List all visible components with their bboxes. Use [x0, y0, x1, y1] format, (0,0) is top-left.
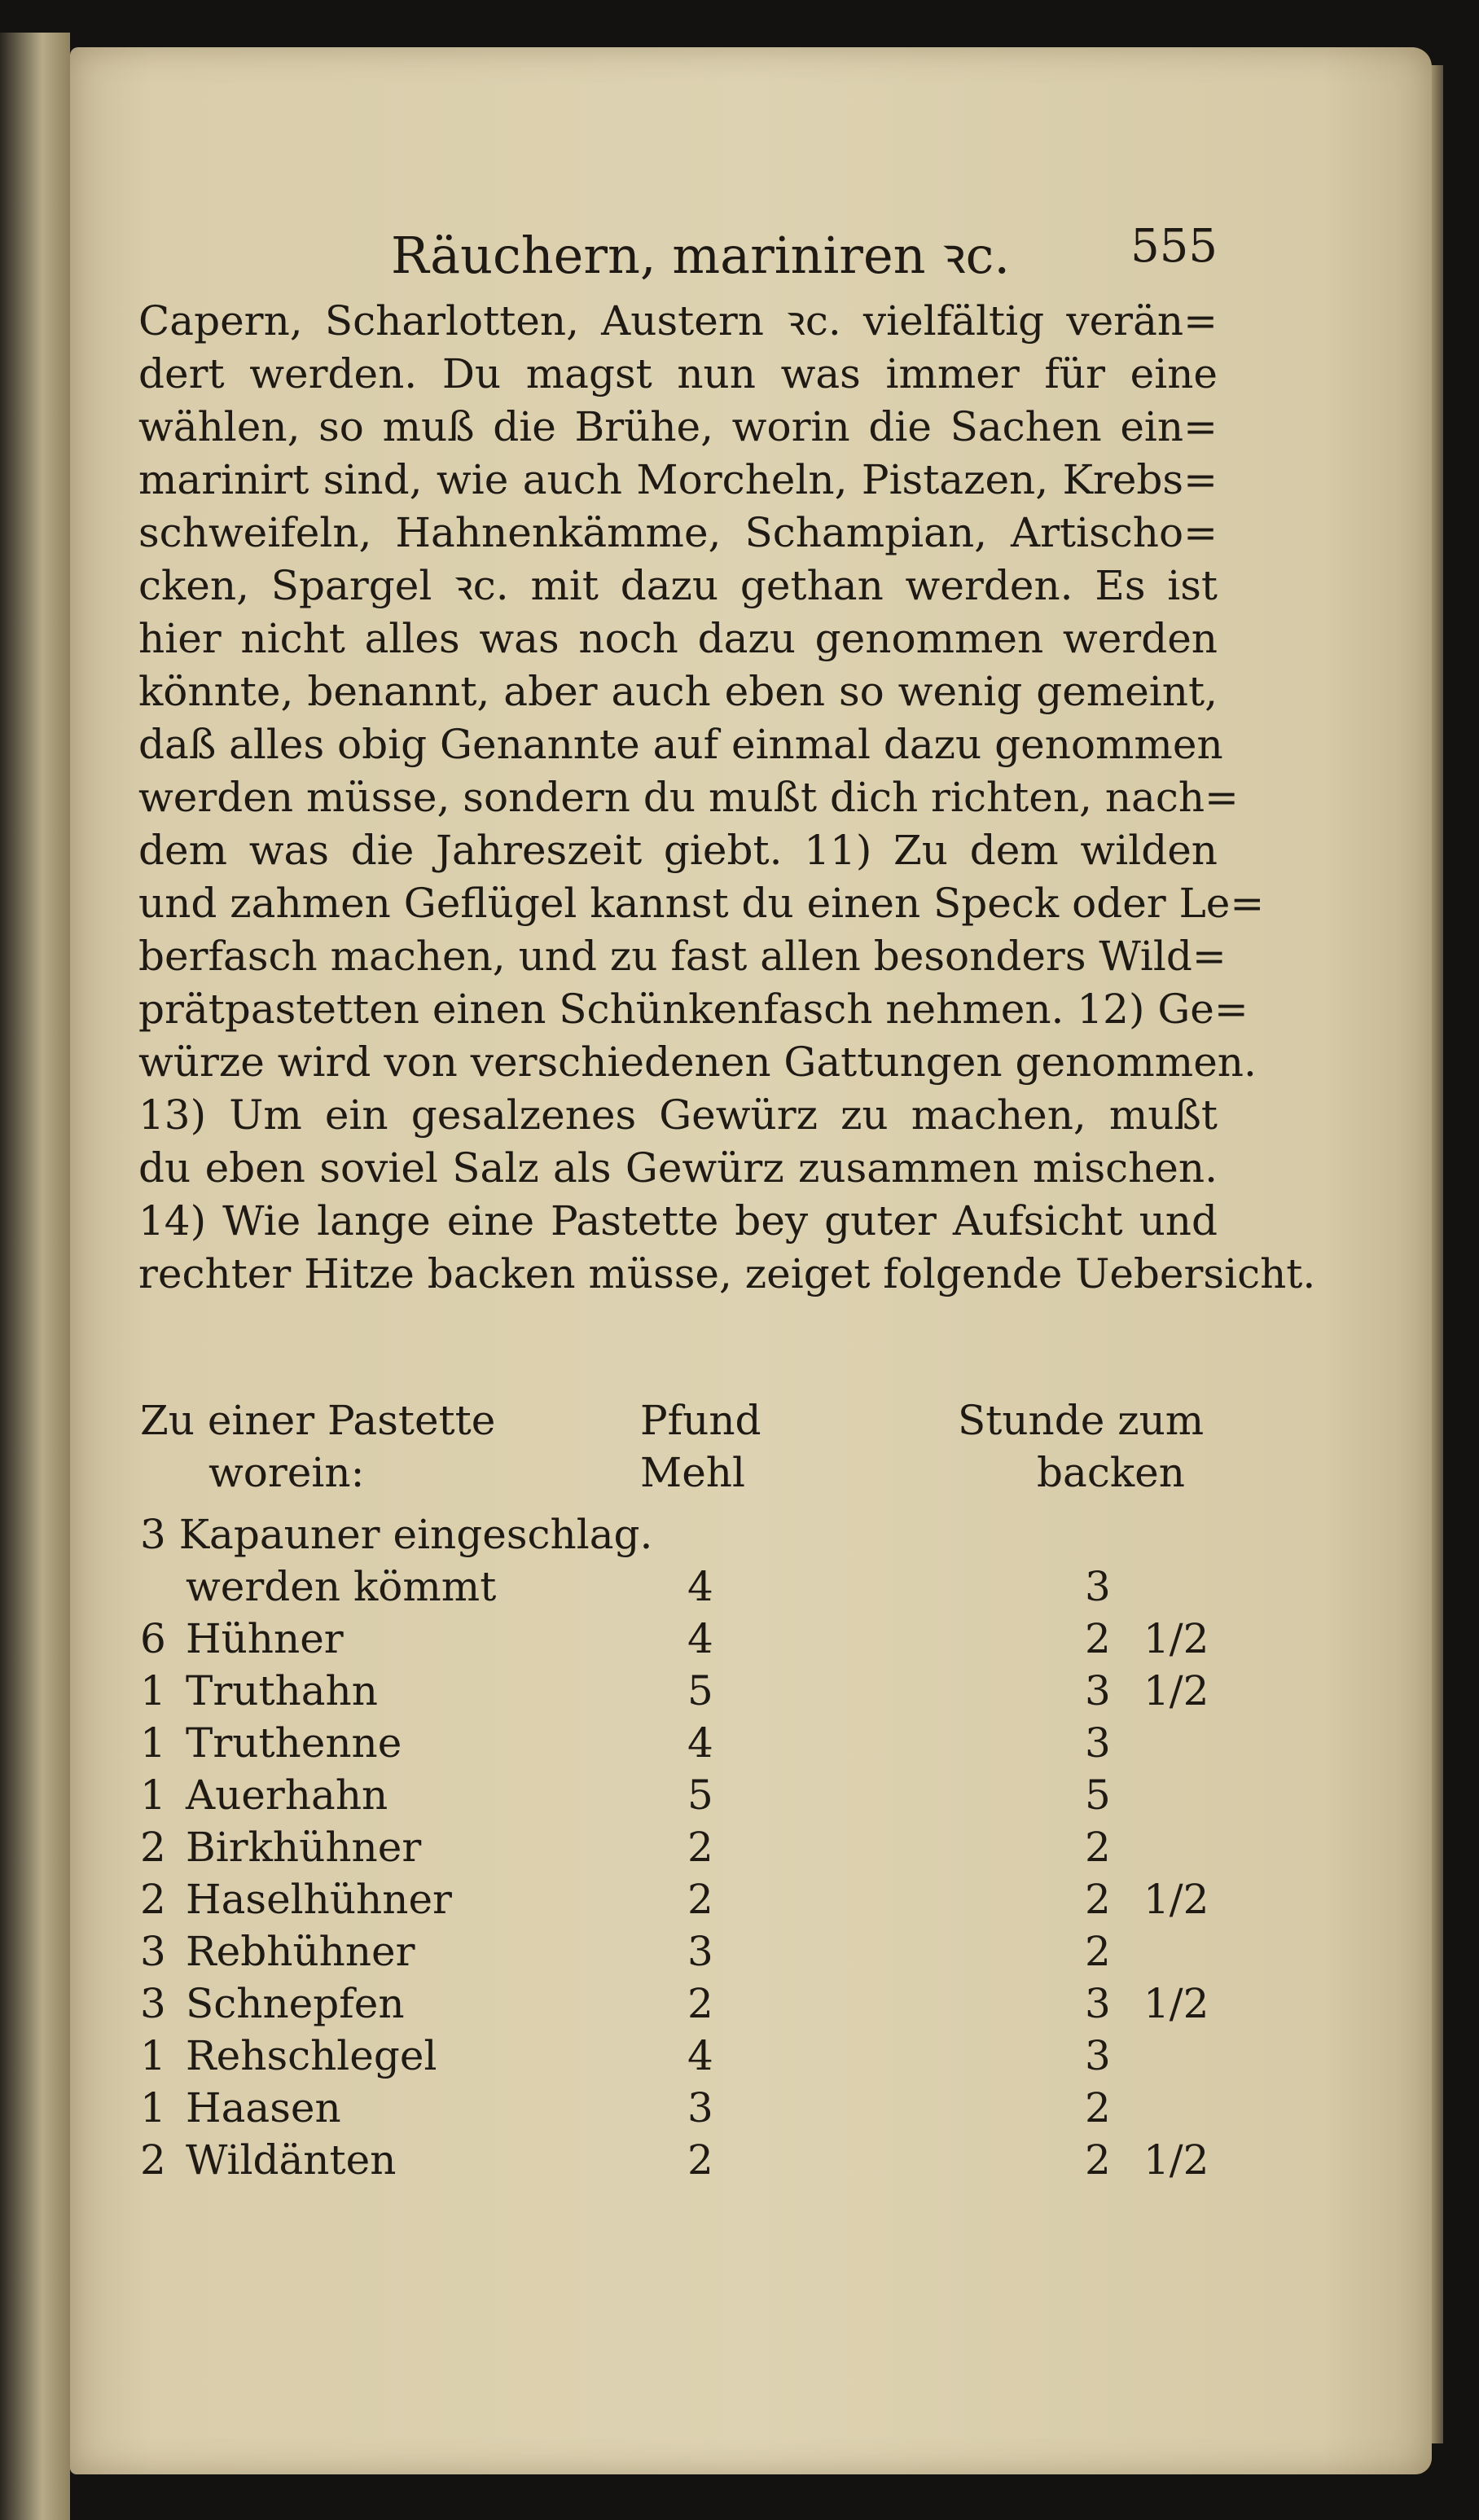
table-row: [140, 1613, 1223, 1665]
page-header: [138, 220, 1218, 285]
table-row: [140, 2030, 1223, 2082]
table-cell-hours: 2: [1085, 1615, 1111, 1662]
table-cell-count: 1: [140, 1667, 166, 1714]
table-row: [140, 1561, 1223, 1613]
table-wrap-line: [140, 1508, 1223, 1561]
table-cell-hours: 5: [1085, 1771, 1111, 1819]
table-cell-hours: 3: [1085, 1667, 1111, 1714]
table-header: [140, 1394, 1223, 1508]
table-cell-bird: Birkhühner: [186, 1824, 422, 1871]
table-cell-flour: 5: [687, 1667, 713, 1714]
table-row: [140, 2134, 1223, 2186]
table-cell-flour: 2: [687, 1876, 713, 1923]
table-cell-hours: 2: [1085, 1928, 1111, 1975]
table-cell-bird: Schnepfen: [186, 1980, 405, 2027]
table-cell-hours: 2: [1085, 1876, 1111, 1923]
table-cell-bird: Truthahn: [186, 1667, 378, 1714]
text-line: könnte, benannt, aber auch eben so wenig gemeint,: [138, 668, 1218, 715]
table-cell-hours-fraction: 1/2: [1143, 1615, 1209, 1662]
table-row: [140, 1978, 1223, 2030]
table-cell-flour: 3: [687, 2084, 713, 2131]
table-cell-flour: 4: [687, 2032, 713, 2079]
book-spine-edge: [0, 33, 70, 2520]
text-line: Capern, Scharlotten, Austern ꝛc. vielfältig verän=: [138, 297, 1218, 345]
table-cell-hours-fraction: 1/2: [1143, 2136, 1209, 2184]
table-row: [140, 1821, 1223, 1873]
table-cell-bird: Haselhühner: [186, 1876, 452, 1923]
table-cell-hours: 2: [1085, 2136, 1111, 2184]
column-header-flour: [640, 1394, 761, 1499]
page-number: 555: [1130, 220, 1218, 273]
table-cell-count: 1: [140, 2084, 166, 2131]
table-cell-hours: 3: [1085, 1980, 1111, 2027]
table-cell-flour: 2: [687, 1824, 713, 1871]
table-row: [140, 1665, 1223, 1717]
table-cell-count: 2: [140, 1876, 166, 1923]
table-cell-flour: 4: [687, 1615, 713, 1662]
table-cell-hours-fraction: 1/2: [1143, 1876, 1209, 1923]
table-row: [140, 1769, 1223, 1821]
table-cell-count: 6: [140, 1615, 166, 1662]
table-cell-hours: 3: [1085, 1563, 1111, 1610]
text-line: werden müsse, sondern du mußt dich richten, nach=: [138, 774, 1239, 821]
column-header-hours-line1: Stunde zum: [958, 1397, 1205, 1444]
table-cell-hours: 2: [1085, 2084, 1111, 2131]
table-cell-bird: Rebhühner: [186, 1928, 415, 1975]
text-line: cken, Spargel ꝛc. mit dazu gethan werden. Es ist: [138, 562, 1218, 609]
table-cell-hours-fraction: 1/2: [1143, 1980, 1209, 2027]
table-cell-count: 3: [140, 1980, 166, 2027]
table-cell-bird: werden kömmt: [186, 1563, 497, 1610]
table-cell-count: 2: [140, 2136, 166, 2184]
table-row: [140, 1873, 1223, 1925]
column-header-flour-line2: Mehl: [640, 1449, 745, 1496]
text-line: prätpastetten einen Schünkenfasch nehmen. 12) Ge=: [138, 986, 1249, 1033]
column-header-pastry: [140, 1394, 495, 1499]
text-line: rechter Hitze backen müsse, zeiget folgende Uebersicht.: [138, 1250, 1316, 1297]
text-line: marinirt sind, wie auch Morcheln, Pistazen, Krebs=: [138, 456, 1218, 503]
text-line: dem was die Jahreszeit giebt. 11) Zu dem wilden: [138, 827, 1218, 874]
column-header-pastry-line2: worein:: [208, 1449, 365, 1496]
text-line: wählen, so muß die Brühe, worin die Sachen ein=: [138, 403, 1218, 450]
text-line: berfasch machen, und zu fast allen besonders Wild=: [138, 933, 1227, 980]
table-cell-flour: 3: [687, 1928, 713, 1975]
table-cell-bird: Truthenne: [186, 1719, 402, 1767]
column-header-pastry-line1: Zu einer Pastette: [140, 1397, 496, 1444]
table-cell-count: 1: [140, 1719, 166, 1767]
table-cell-hours-fraction: 1/2: [1143, 1667, 1209, 1714]
table-row: [140, 1717, 1223, 1769]
text-line: würze wird von verschiedenen Gattungen genommen.: [138, 1038, 1257, 1086]
table-cell-hours: 2: [1085, 1824, 1111, 1871]
column-header-flour-line1: Pfund: [640, 1397, 761, 1444]
text-line: du eben soviel Salz als Gewürz zusammen mischen.: [138, 1144, 1218, 1192]
table-cell-bird-wrapped: 3 Kapauner eingeschlag.: [140, 1511, 653, 1558]
text-line: und zahmen Geflügel kannst du einen Speck oder Le=: [138, 880, 1265, 927]
text-line: hier nicht alles was noch dazu genommen werden: [138, 615, 1218, 662]
table-row: [140, 2082, 1223, 2134]
text-line: daß alles obig Genannte auf einmal dazu genommen: [138, 721, 1223, 768]
table-cell-flour: 4: [687, 1719, 713, 1767]
table-cell-bird: Rehschlegel: [186, 2032, 437, 2079]
page-stack-edge: [1432, 65, 1443, 2443]
table-cell-count: 1: [140, 2032, 166, 2079]
table-cell-bird: Wildänten: [186, 2136, 397, 2184]
text-line: dert werden. Du magst nun was immer für eine: [138, 350, 1218, 397]
table-cell-bird: Haasen: [186, 2084, 341, 2131]
table-cell-flour: 4: [687, 1563, 713, 1610]
body-paragraph: [138, 295, 1316, 1301]
table-cell-count: 1: [140, 1771, 166, 1819]
table-cell-flour: 2: [687, 2136, 713, 2184]
table-cell-count: 2: [140, 1824, 166, 1871]
table-cell-flour: 5: [687, 1771, 713, 1819]
table-cell-bird: Auerhahn: [186, 1771, 388, 1819]
table-cell-count: 3: [140, 1928, 166, 1975]
table-cell-bird: Hühner: [186, 1615, 344, 1662]
table-row: [140, 1925, 1223, 1978]
table-cell-flour: 2: [687, 1980, 713, 2027]
column-header-hours: [958, 1394, 1204, 1499]
running-head: Räuchern, mariniren ꝛc.: [391, 226, 1011, 285]
table-cell-hours: 3: [1085, 1719, 1111, 1767]
text-line: 13) Um ein gesalzenes Gewürz zu machen, mußt: [138, 1091, 1218, 1139]
table-cell-hours: 3: [1085, 2032, 1111, 2079]
text-line: 14) Wie lange eine Pastette bey guter Aufsicht und: [138, 1197, 1218, 1245]
column-header-hours-line2: backen: [1037, 1449, 1185, 1496]
text-line: schweifeln, Hahnenkämme, Schampian, Artischo=: [138, 509, 1218, 556]
